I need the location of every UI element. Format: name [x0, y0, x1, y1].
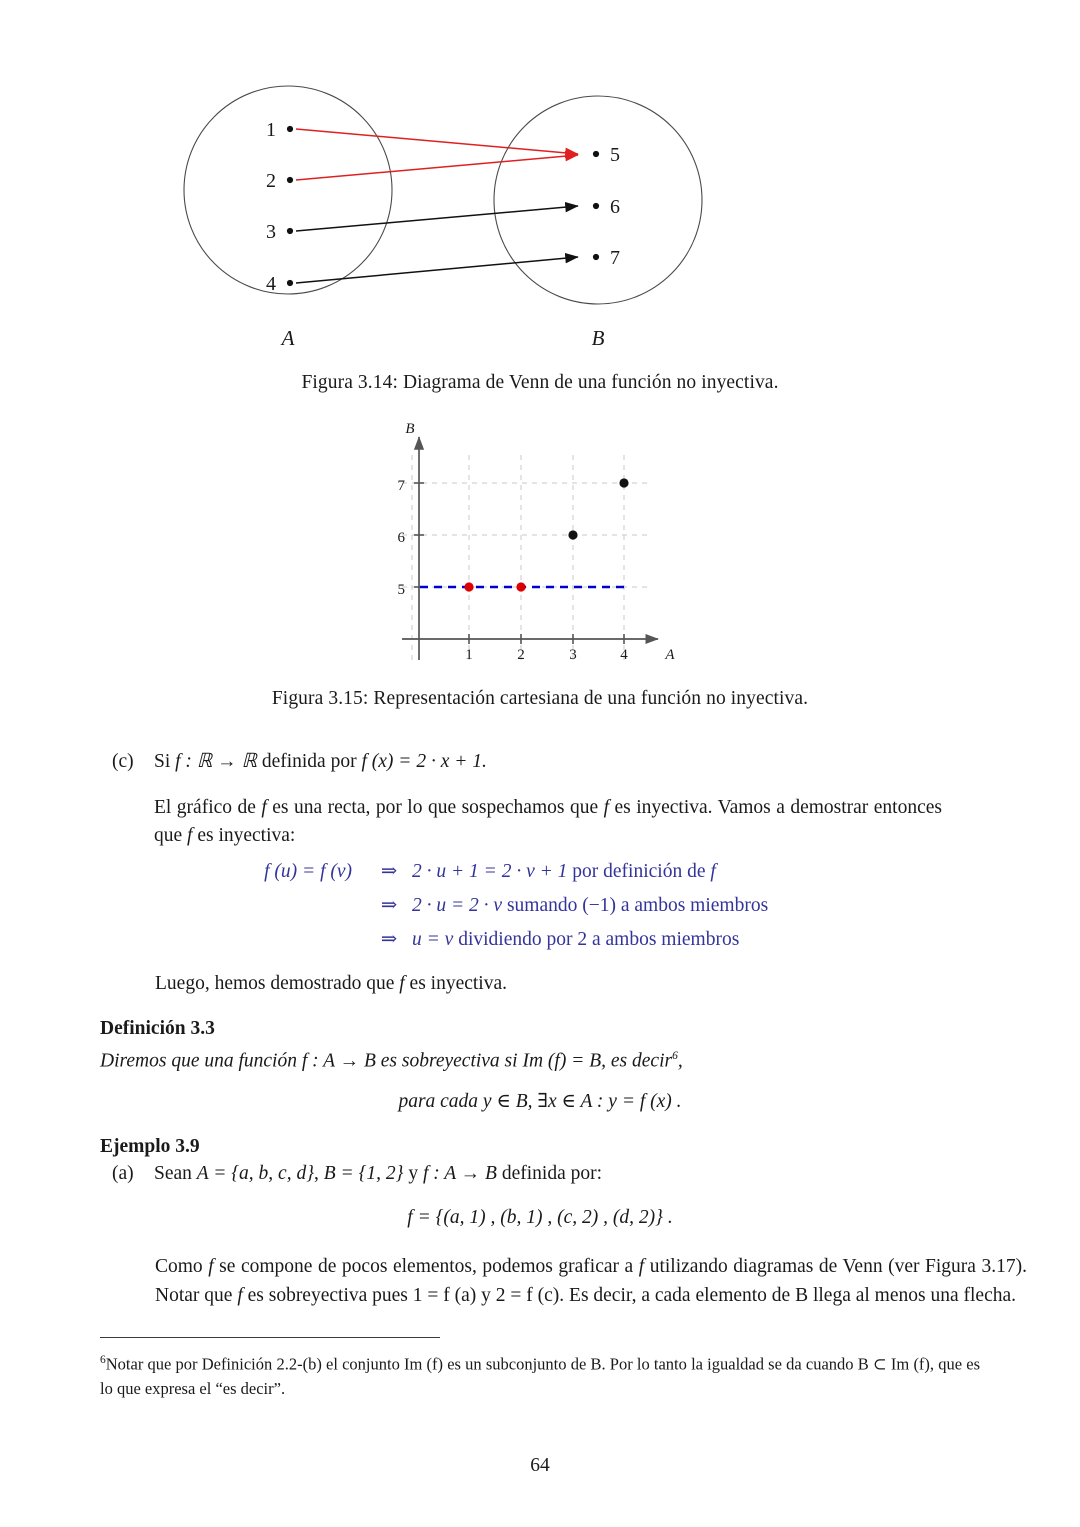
venn-circle-a — [184, 86, 392, 294]
item-c-line1-math2: f (x) = 2 · x + 1. — [361, 751, 487, 772]
item-c-line1-math: f : ℝ → ℝ — [175, 751, 257, 772]
venn-set-label-b: B — [591, 326, 605, 350]
plot-gridlines — [402, 455, 652, 660]
plot-xtick-3: 3 — [569, 647, 577, 663]
derivation-row-2-lhs — [112, 923, 366, 957]
plot-point-2-5 — [516, 582, 525, 591]
plot-ytick-6: 6 — [397, 530, 405, 546]
footnote-6 — [100, 1348, 980, 1401]
derivation-row-0-arrow: ⇒ — [380, 861, 398, 882]
plot-point-1-5 — [464, 582, 473, 591]
derivation-row-0-math: 2 · u + 1 = 2 · v + 1 — [412, 861, 568, 882]
list-item-c — [112, 748, 942, 851]
item-c-line1-pre: Si — [154, 751, 176, 772]
footnote-mark: 6 — [100, 1354, 106, 1366]
venn-label-5: 5 — [610, 144, 620, 166]
plot-ytick-5: 5 — [397, 582, 405, 598]
como-f1: f — [208, 1256, 214, 1277]
def-a: Diremos que una función — [100, 1050, 302, 1072]
heading-ejemplo-3-9: Ejemplo 3.9 — [100, 1136, 200, 1157]
derivation-row-0-tail: f — [710, 861, 716, 882]
venn-arrow-4-7 — [296, 257, 578, 283]
derivation-row-0-text: por definición de — [567, 861, 711, 882]
def-math1: f : A → B — [301, 1050, 376, 1072]
item-c-p2-b: es una recta, por lo que sospechamos que — [266, 796, 604, 818]
derivation-row-0-lhs: f (u) = f (v) — [264, 861, 352, 882]
venn-diagram-svg — [180, 70, 900, 360]
venn-dot-4 — [287, 280, 293, 286]
como-f3: f — [237, 1284, 243, 1306]
derivation-row — [112, 855, 968, 889]
venn-set-label-a: A — [281, 326, 295, 350]
displayed-equation-definicion: para cada y ∈ B, ∃x ∈ A : y = f (x) . — [398, 1091, 682, 1112]
list-item-c-body — [154, 748, 942, 851]
derivation-row-1-arrow: ⇒ — [380, 895, 398, 916]
list-item-a-body — [154, 1160, 952, 1189]
plot-y-axis-label: B — [405, 421, 415, 437]
page-number: 64 — [530, 1455, 550, 1476]
derivation-row-0-rhs — [412, 855, 968, 889]
venn-dot-7 — [593, 254, 599, 260]
plot-xtick-1: 1 — [465, 647, 473, 663]
venn-label-4: 4 — [266, 273, 276, 295]
item-c-paragraph-2 — [154, 794, 942, 851]
derivation-row-2-text: dividiendo por 2 a ambos miembros — [453, 929, 740, 950]
venn-arrow-3-6 — [296, 206, 578, 231]
venn-label-6: 6 — [610, 196, 620, 218]
item-a-text-c: y — [403, 1163, 423, 1184]
figure-caption-315: Figura 3.15: Representación cartesiana de una función no inyectiva. — [271, 688, 809, 709]
derivation-row — [112, 889, 968, 923]
luego-a: Luego, hemos demostrado que — [155, 973, 400, 994]
venn-label-3: 3 — [266, 221, 276, 243]
derivation-block — [112, 855, 968, 957]
footnote-text: Notar que por Definición 2.2-(b) el conjunto Im (f) es un subconjunto de B. Por lo tanto la igualdad se da cuando B ⊂ Im (f), que es lo que expresa el “es decir”. — [100, 1354, 980, 1398]
def-b: es sobreyectiva si — [375, 1050, 523, 1072]
derivation-row-1-rhs — [412, 889, 968, 923]
luego-b: es inyectiva. — [404, 973, 508, 994]
venn-dot-1 — [287, 126, 293, 132]
def-d: , — [677, 1050, 683, 1072]
como-f2: f — [638, 1256, 645, 1277]
def-math2: Im (f) = B — [522, 1050, 602, 1072]
item-c-line1-mid: definida por — [256, 751, 362, 772]
luego-f: f — [399, 973, 405, 994]
como-b: se compone de pocos elementos, podemos graficar a — [213, 1256, 639, 1277]
figure-caption-314: Figura 3.14: Diagrama de Venn de una función no inyectiva. — [301, 372, 779, 393]
footnote-separator-rule — [100, 1337, 440, 1338]
plot-xtick-2: 2 — [517, 647, 525, 663]
derivation-row-2-arrow: ⇒ — [380, 929, 398, 950]
venn-label-7: 7 — [610, 247, 620, 269]
item-a-math2: B = {1, 2} — [323, 1163, 404, 1184]
derivation-row-1-text: sumando (−1) a ambos miembros — [502, 895, 769, 916]
venn-dot-2 — [287, 177, 293, 183]
item-a-math1: A = {a, b, c, d} — [196, 1163, 315, 1184]
item-a-text-b: , — [314, 1163, 324, 1184]
como-d: es sobreyectiva pues 1 = f (a) y 2 = f (c). Es decir, a cada elemento de B llega al menos una flecha. — [242, 1284, 1017, 1306]
venn-dot-3 — [287, 228, 293, 234]
como-c: utilizando diagramas de Venn (ver Figura 3.17). Notar que — [155, 1256, 1027, 1306]
venn-arrow-1-5 — [296, 129, 578, 154]
plot-point-3-6 — [568, 530, 577, 539]
paragraph-luego — [155, 970, 955, 999]
list-marker-a: (a) — [112, 1163, 134, 1184]
venn-label-1: 1 — [266, 119, 276, 141]
venn-arrow-2-5 — [296, 155, 578, 180]
figure-venn-diagram — [0, 70, 1080, 360]
plot-xtick-4: 4 — [620, 647, 628, 663]
derivation-row-2-rhs — [412, 923, 968, 957]
heading-definicion-3-3: Definición 3.3 — [100, 1018, 215, 1039]
definicion-3-3-body — [100, 1042, 980, 1076]
item-c-p2-c: es inyectiva. Vamos a demostrar entonces que — [154, 796, 942, 846]
list-item-a — [112, 1160, 952, 1189]
plot-x-axis-label: A — [665, 647, 675, 663]
venn-circle-b — [494, 96, 702, 304]
item-a-math3: f : A → B — [422, 1163, 497, 1184]
figure-cartesian-plot — [0, 415, 1080, 670]
derivation-row-2-math: u = v — [412, 929, 454, 950]
derivation-row — [112, 923, 968, 957]
como-a: Como — [155, 1256, 209, 1277]
item-a-text-d: definida por: — [496, 1163, 603, 1184]
venn-label-2: 2 — [266, 170, 276, 192]
plot-ytick-7: 7 — [397, 478, 405, 494]
item-c-p2-d: es inyectiva: — [192, 825, 296, 846]
venn-dot-6 — [593, 203, 599, 209]
venn-dot-5 — [593, 151, 599, 157]
displayed-equation-f: f = {(a, 1) , (b, 1) , (c, 2) , (d, 2)} . — [407, 1207, 673, 1228]
def-footnote-mark: 6 — [672, 1050, 678, 1062]
item-a-text-a: Sean — [154, 1163, 197, 1184]
plot-point-4-7 — [619, 478, 628, 487]
item-c-p2-f1: f — [261, 796, 267, 818]
derivation-row-1-lhs — [112, 889, 366, 923]
item-c-p2-f3: f — [187, 825, 193, 846]
cartesian-plot-svg — [390, 415, 690, 665]
item-c-p2-f2: f — [603, 796, 609, 818]
list-marker-c: (c) — [112, 751, 134, 772]
derivation-row-1-math: 2 · u = 2 · v — [412, 895, 503, 916]
def-c: , es decir — [601, 1050, 673, 1072]
paragraph-como-f — [155, 1253, 1027, 1310]
item-c-p2-a: El gráfico de — [154, 796, 262, 818]
